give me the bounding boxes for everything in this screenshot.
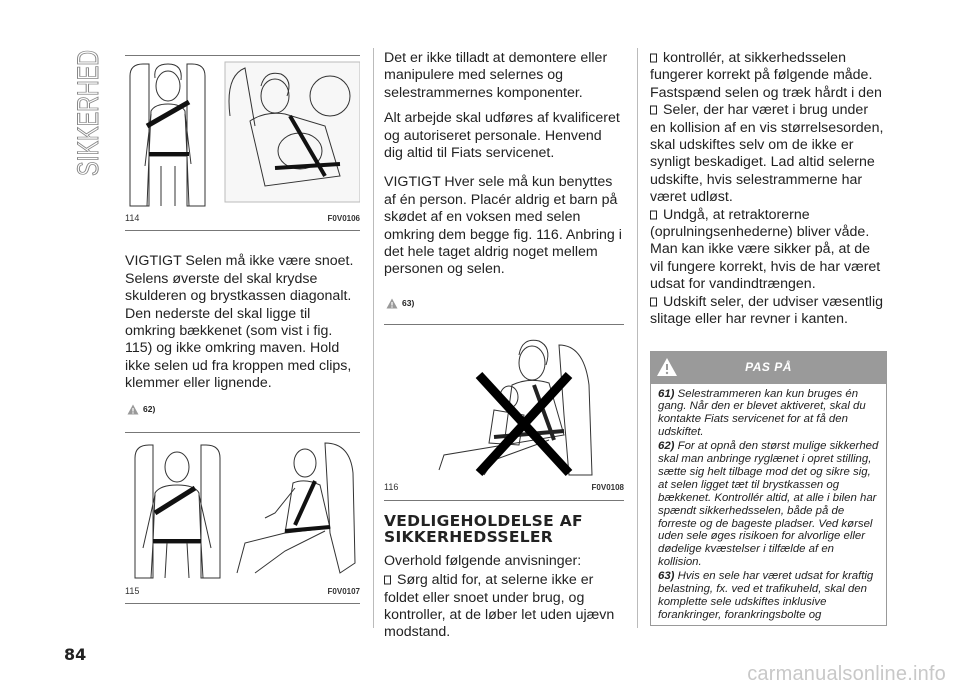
figure-number: 116 xyxy=(384,482,399,493)
column-2 xyxy=(384,50,624,650)
section-heading-line-2: SIKKERHEDSSELER xyxy=(384,527,554,546)
section-heading-line-1: VEDLIGEHOLDELSE AF xyxy=(384,511,583,530)
seatbelt-illustration-116 xyxy=(384,325,624,477)
figure-code: F0V0107 xyxy=(327,587,360,597)
bullet-text: Undgå, at retraktorerne (oprulningsenhederne) bliver våde. Man kan ikke være sikker på, at de vil fungere korrekt, hvis de har været udsat for vandindtrængen. xyxy=(650,206,881,293)
seatbelt-instruction-paragraph: VIGTIGT Selen må ikke være snoet. Selens øverste del skal krydse skulderen og brystkassen diagonalt. Den nederste del skal ligge til omkring bækkenet (som vist i fig. 115) og ikke omkring maven. Hold ikke selen ud fra kroppen med clips, klemmer eller lignende. xyxy=(125,253,354,392)
warning-triangle-icon xyxy=(656,357,678,377)
note-number: 61) xyxy=(658,387,675,400)
figure-caption xyxy=(125,208,360,231)
seatbelt-illustration-115 xyxy=(125,433,360,581)
bullet-text: Seler, der har været i brug under en kollision af en vis størrelsesorden, skal udskiftes selv om de ikke er synligt beskadiget. Lad altid selerne udskifte, hvis selestrammerne har været udløst. xyxy=(650,102,884,206)
figure-115 xyxy=(125,432,360,604)
column-divider xyxy=(637,48,638,628)
bullet-icon xyxy=(650,53,658,63)
column-divider xyxy=(373,48,374,628)
watermark: carmanualsonline.info xyxy=(747,663,946,685)
bullet-text: kontrollér, at sikkerhedsselen fungerer korrekt på følgende måde. Fastspænd selen og træk hårdt i den xyxy=(650,50,882,101)
bullet-item xyxy=(650,207,887,294)
figure-code: F0V0106 xyxy=(327,214,360,223)
warning-reference xyxy=(386,295,624,312)
figure-caption xyxy=(384,477,624,500)
note-number: 62) xyxy=(658,440,675,453)
bullet-icon xyxy=(650,105,658,115)
caution-box-header xyxy=(651,352,886,384)
caution-box xyxy=(650,351,887,626)
bullet-text: Udskift seler, der udviser væsentlig slitage eller har revner i kanten. xyxy=(650,293,883,328)
figure-code: F0V0108 xyxy=(591,483,624,493)
caution-note xyxy=(658,440,880,569)
note-text: For at opnå den størst mulige sikkerhed skal man anbringe ryglænet i opret stilling, sætte sig helt tilbage mod det og sikre sig, at selen ligget tæt til brystkassen og bækkenet. Kontrollér altid, at alle i bilen har spændt sikkerhedsselen, både på de forreste og de bageste pladser. Ved kørsel uden sele øges risikoen for alvorlige eller dødelige kvæstelser i tilfælde af en kollision. xyxy=(658,440,879,569)
bullet-icon xyxy=(650,297,658,307)
note-text: Hvis en sele har været udsat for kraftig belastning, fx. ved et trafikuheld, skal den komplette sele udskiftes inklusive forankringer, forankringsbolte og xyxy=(658,570,874,621)
seatbelt-illustration-114 xyxy=(125,56,360,208)
warning-reference-number: 62) xyxy=(143,403,156,414)
figure-116 xyxy=(384,324,624,500)
section-heading xyxy=(384,513,624,545)
caution-box-body xyxy=(651,384,886,625)
section-side-title xyxy=(58,48,118,178)
caution-note xyxy=(658,388,880,440)
bullet-item xyxy=(650,294,887,329)
page-number: 84 xyxy=(64,645,87,664)
bullet-item xyxy=(650,102,887,206)
figure-114 xyxy=(125,55,360,231)
paragraph-qualified-personnel: Alt arbejde skal udføres af kvalificeret og autoriseret personale. Henvend dig altid til Fiats servicenet. xyxy=(384,110,620,162)
figure-number: 114 xyxy=(125,213,140,223)
bullet-icon xyxy=(384,575,392,585)
maintenance-intro: Overhold følgende anvisninger: xyxy=(384,552,582,569)
caution-note xyxy=(658,570,880,622)
figure-number: 115 xyxy=(125,586,140,597)
column-1 xyxy=(125,55,360,604)
warning-triangle-icon xyxy=(127,404,139,415)
bullet-list xyxy=(650,50,887,329)
paragraph-no-tampering: Det er ikke tilladt at demontere eller manipulere med selernes og selestrammernes komponenter. xyxy=(384,50,608,101)
bullet-item xyxy=(384,572,624,642)
note-number: 63) xyxy=(658,570,675,583)
column-3 xyxy=(650,50,887,626)
warning-triangle-icon xyxy=(386,298,398,309)
figure-caption xyxy=(125,581,360,604)
note-text: Selestrammeren kan kun bruges én gang. Når den er blevet aktiveret, skal du kontakte Fiats servicenet for at få den udskiftet. xyxy=(658,387,866,439)
bullet-text: Sørg altid for, at selerne ikke er foldet eller snoet under brug, og kontroller, at de løber let uden ujævn modstand. xyxy=(384,572,615,641)
bullet-item xyxy=(650,50,887,102)
bullet-icon xyxy=(650,210,658,220)
paragraph-one-person-per-belt: VIGTIGT Hver sele må kun benyttes af én person. Placér aldrig et barn på skødet af en voksen med selen omkring dem begge fig. 116. Anbring i det hele taget aldrig noget mellem personen og selen. xyxy=(384,174,622,278)
warning-reference xyxy=(127,401,360,418)
caution-box-title: PAS PÅ xyxy=(745,359,792,374)
warning-reference-number: 63) xyxy=(402,297,415,308)
side-title-text: SIKKERHED xyxy=(72,48,105,176)
